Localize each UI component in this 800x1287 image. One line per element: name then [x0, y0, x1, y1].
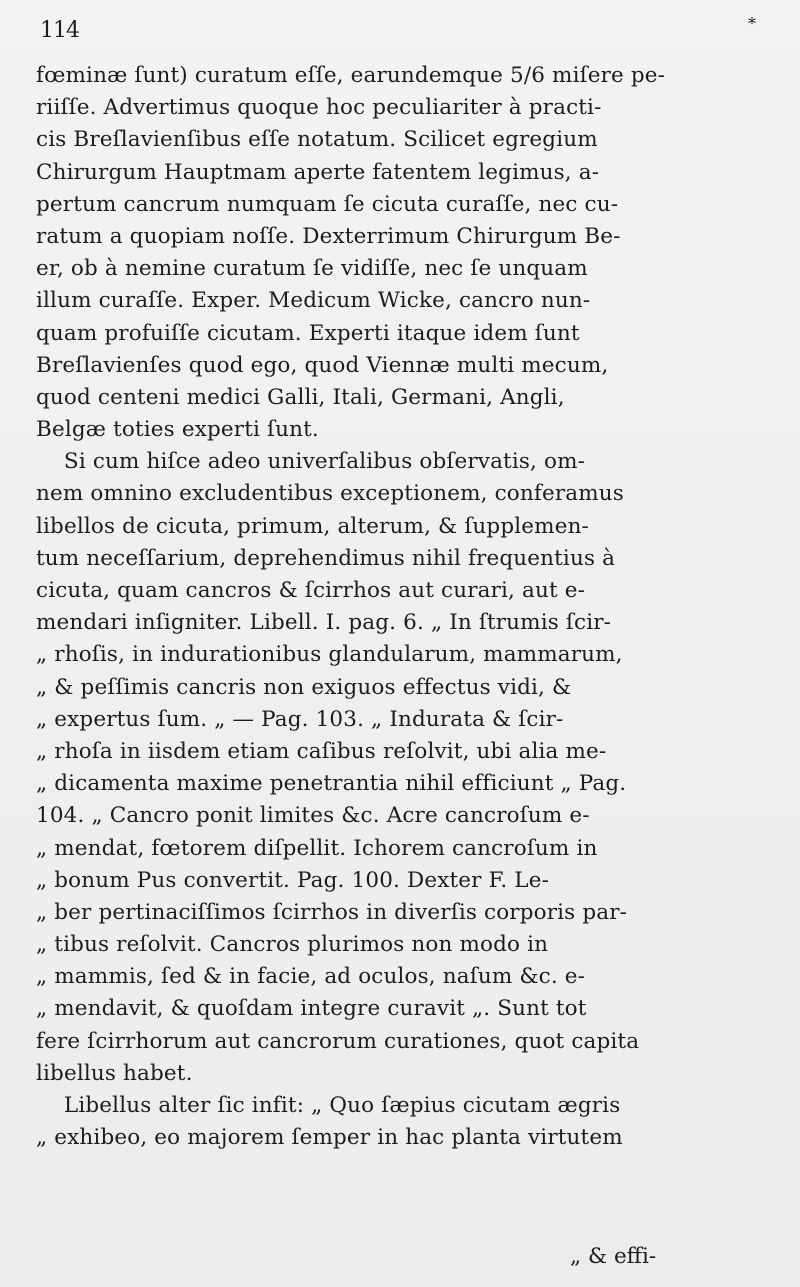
text-line: „ dicamenta maxime penetrantia nihil efficiunt „ Pag. [36, 771, 627, 797]
text-line: „ tibus reſolvit. Cancros plurimos non modo in [36, 932, 549, 958]
text-line: quam profuiſſe cicutam. Experti itaque idem ſunt [36, 320, 580, 346]
text-line: pertum cancrum numquam ſe cicuta curaſſe, nec cu- [36, 191, 619, 217]
text-line: ratum a quopiam noſſe. Dexterrimum Chirurgum Be- [36, 223, 621, 249]
text-line: „ & peſſimis cancris non exiguos effectus vidi, & [36, 674, 572, 700]
text-line: Libellus alter ſic infit: „ Quo ſæpius cicutam ægris [36, 1093, 621, 1118]
text-line: er, ob à nemine curatum ſe vidiſſe, nec ſe unquam [36, 256, 588, 282]
text-line: Chirurgum Hauptmam aperte fatentem legimus, a- [36, 159, 600, 185]
text-line: quod centeni medici Galli, Itali, Germani, Angli, [36, 384, 565, 410]
text-line: „ mendat, fœtorem diſpellit. Ichorem cancroſum in [36, 835, 598, 861]
text-line: mendari inſigniter. Libell. I. pag. 6. „ In ſtrumis ſcir- [36, 610, 612, 636]
text-line: „ exhibeo, eo majorem ſemper in hac planta virtutem [36, 1125, 623, 1151]
body-text [36, 60, 776, 1154]
text-line: libellos de cicuta, primum, alterum, & ſupplemen- [36, 513, 589, 539]
text-line: tum neceſſarium, deprehendimus nihil frequentius à [36, 545, 616, 571]
text-line: illum curaſſe. Exper. Medicum Wicke, cancro nun- [36, 288, 591, 314]
text-line: Belgæ toties experti ſunt. [36, 417, 319, 443]
text-line: nem omnino excludentibus exceptionem, conferamus [36, 481, 624, 507]
text-line: riiſſe. Advertimus quoque hoc peculiariter à practi- [36, 95, 602, 121]
text-line: „ mendavit, & quoſdam integre curavit „. Sunt tot [36, 996, 587, 1022]
text-line: libellus habet. [36, 1060, 193, 1086]
text-line: „ expertus ſum. „ — Pag. 103. „ Indurata & ſcir- [36, 706, 564, 732]
text-line: „ rhoſa in iisdem etiam caſibus reſolvit, ubi alia me- [36, 738, 607, 764]
printer-mark: * [748, 14, 756, 33]
text-line: fere ſcirrhorum aut cancrorum curationes, quot capita [36, 1028, 640, 1054]
text-line: 104. „ Cancro ponit limites &c. Acre cancroſum e- [36, 803, 590, 829]
text-line: Si cum hiſce adeo univerſalibus obſervatis, om- [36, 449, 586, 475]
text-line: „ rhoſis, in indurationibus glandularum, mammarum, [36, 642, 623, 668]
text-line: Breſlavienſes quod ego, quod Viennæ multi mecum, [36, 352, 609, 378]
catchword: „ & effi- [570, 1244, 657, 1269]
text-line: cis Breſlavienſibus eſſe notatum. Scilicet egregium [36, 127, 598, 153]
text-line: „ ber pertinaciſſimos ſcirrhos in diverſis corporis par- [36, 899, 628, 925]
text-line: fœminæ ſunt) curatum eſſe, earundemque 5/6 miſere pe- [36, 63, 666, 88]
page-number: 114 [40, 18, 79, 43]
text-line: cicuta, quam cancros & ſcirrhos aut curari, aut e- [36, 578, 586, 603]
text-line: „ mammis, ſed & in facie, ad oculos, naſum &c. e- [36, 964, 586, 990]
text-line: „ bonum Pus convertit. Pag. 100. Dexter F. Le- [36, 867, 550, 893]
